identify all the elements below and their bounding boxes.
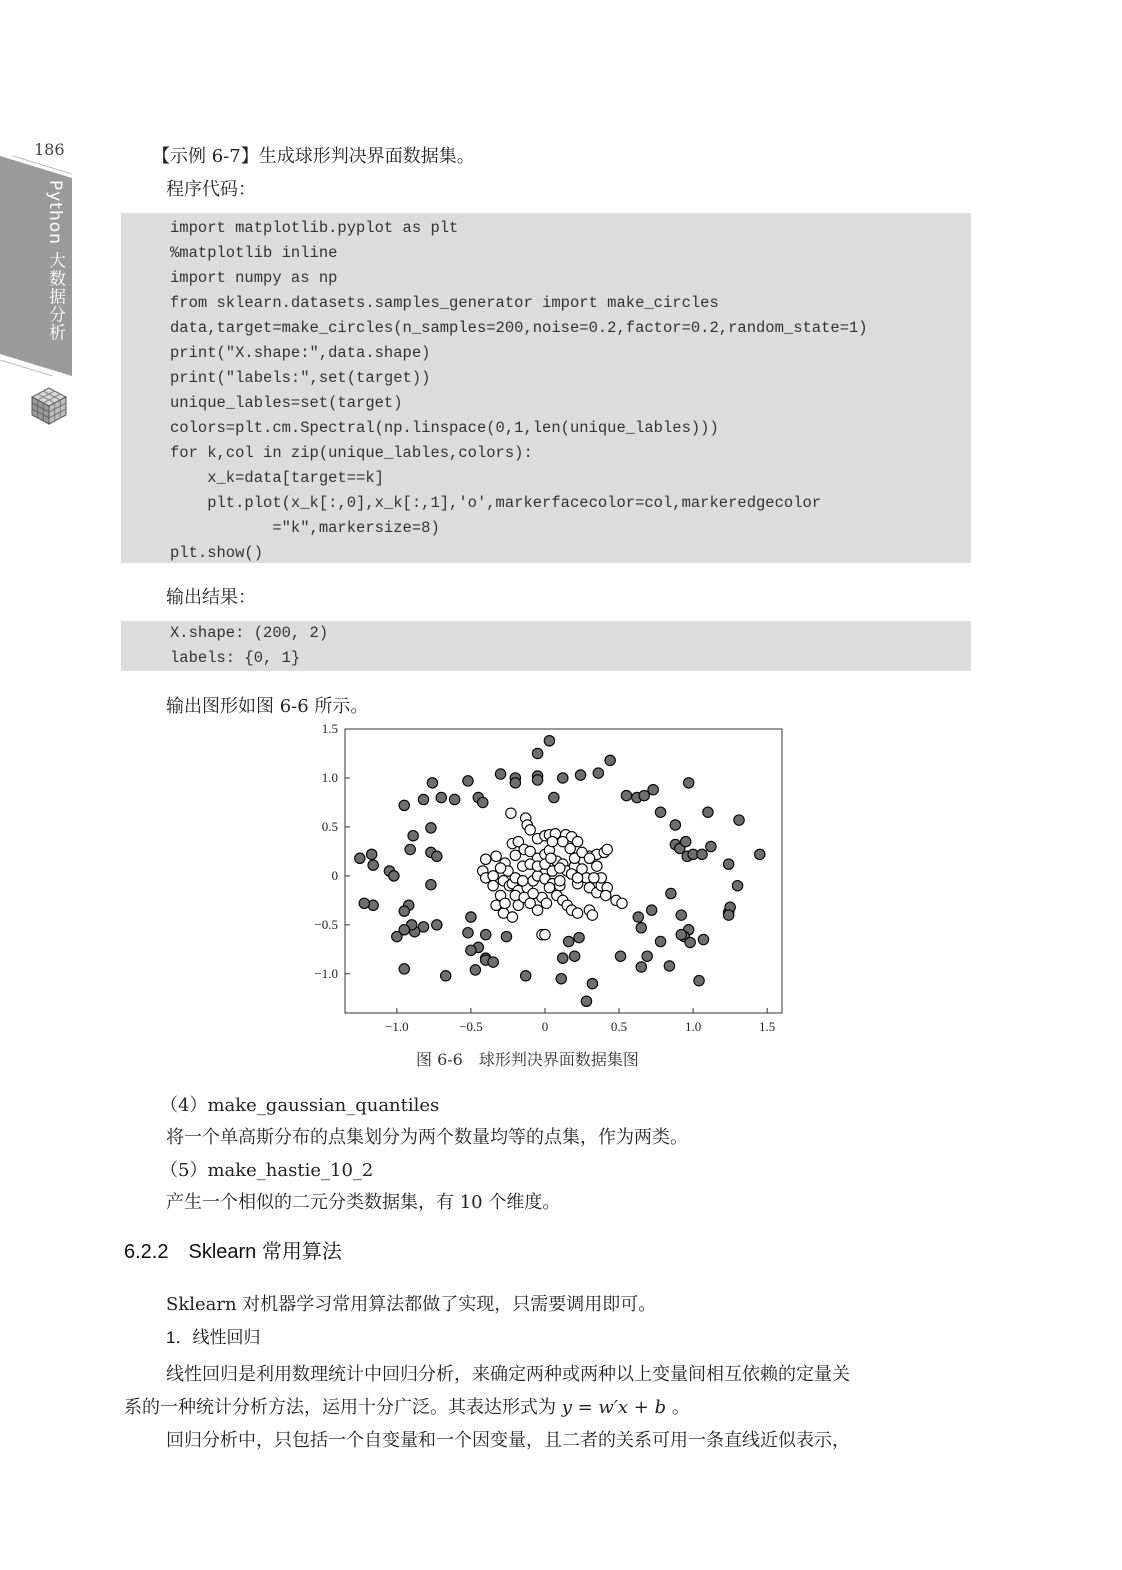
- data-point-inner: [495, 863, 505, 873]
- data-point-inner: [481, 854, 491, 864]
- data-point-outer: [698, 934, 708, 944]
- section-intro: Sklearn 对机器学习常用算法都做了实现，只需要调用即可。: [166, 1294, 657, 1315]
- output-label: 输出结果：: [166, 587, 256, 608]
- data-point-outer: [432, 920, 442, 930]
- data-point-outer: [706, 841, 716, 851]
- data-point-outer: [655, 936, 665, 946]
- x-tick-label: 0: [541, 1019, 549, 1034]
- data-point-outer: [470, 965, 480, 975]
- data-point-outer: [633, 912, 643, 922]
- item4-title: （4）make_gaussian_quantiles: [160, 1095, 440, 1116]
- data-point-outer: [399, 964, 409, 974]
- data-point-inner: [592, 861, 602, 871]
- page-number: 186: [34, 140, 65, 159]
- output-line: labels: {0, 1}: [170, 649, 301, 667]
- code-line: data,target=make_circles(n_samples=200,noise=0.2,factor=0.2,random_state=1): [170, 319, 868, 337]
- data-point-inner: [506, 808, 516, 818]
- data-point-outer: [593, 768, 603, 778]
- data-point-outer: [664, 961, 674, 971]
- code-line: x_k=data[target==k]: [170, 469, 384, 487]
- data-point-outer: [359, 898, 369, 908]
- data-point-outer: [478, 797, 488, 807]
- data-point-outer: [549, 792, 559, 802]
- output-line: X.shape: (200, 2): [170, 624, 329, 642]
- figure-intro: 输出图形如图 6-6 所示。: [166, 696, 369, 717]
- data-point-outer: [408, 831, 418, 841]
- code-line: colors=plt.cm.Spectral(np.linspace(0,1,len(unique_lables))): [170, 419, 719, 437]
- data-point-outer: [355, 853, 365, 863]
- data-point-outer: [703, 807, 713, 817]
- data-point-outer: [418, 794, 428, 804]
- figure-caption: 图 6-6 球形判决界面数据集图: [416, 1050, 639, 1069]
- data-point-outer: [681, 836, 691, 846]
- item5-text: 产生一个相似的二元分类数据集，有 10 个维度。: [166, 1192, 561, 1213]
- data-point-outer: [683, 778, 693, 788]
- data-point-outer: [368, 860, 378, 870]
- code-line: import numpy as np: [170, 269, 338, 287]
- y-tick-label: 1.5: [321, 724, 338, 736]
- data-point-outer: [405, 844, 415, 854]
- data-point-inner: [555, 876, 565, 886]
- data-point-outer: [532, 748, 542, 758]
- data-point-outer: [563, 936, 573, 946]
- data-point-inner: [555, 863, 565, 873]
- data-point-outer: [575, 770, 585, 780]
- code-line: print("labels:",set(target)): [170, 369, 431, 387]
- x-tick-label: 0.5: [610, 1019, 628, 1034]
- item4-text: 将一个单高斯分布的点集划分为两个数量均等的点集，作为两类。: [166, 1127, 688, 1148]
- data-point-outer: [488, 957, 498, 967]
- data-point-inner: [572, 908, 582, 918]
- data-point-outer: [636, 962, 646, 972]
- data-point-outer: [558, 953, 568, 963]
- data-point-outer: [426, 823, 436, 833]
- data-point-outer: [449, 794, 459, 804]
- data-point-outer: [642, 951, 652, 961]
- data-point-outer: [648, 785, 658, 795]
- data-point-outer: [685, 937, 695, 947]
- data-point-outer: [466, 945, 476, 955]
- x-tick-label: −1.0: [385, 1019, 409, 1034]
- data-point-inner: [602, 844, 612, 854]
- data-point-outer: [666, 888, 676, 898]
- output-lines: [121, 621, 971, 671]
- y-tick-label: 1.0: [321, 769, 338, 785]
- paragraph-line-2-end: 。: [671, 1397, 690, 1418]
- data-point-outer: [441, 971, 451, 981]
- data-point-inner: [507, 912, 517, 922]
- code-line: %matplotlib inline: [170, 244, 338, 262]
- side-title: Python 大数据分析: [45, 180, 65, 342]
- data-point-outer: [466, 912, 476, 922]
- code-line: print("X.shape:",data.shape): [170, 344, 431, 362]
- code-line: for k,col in zip(unique_lables,colors):: [170, 444, 533, 462]
- data-point-outer: [694, 975, 704, 985]
- data-point-inner: [589, 873, 599, 883]
- x-tick-label: 1.5: [759, 1019, 776, 1034]
- data-point-outer: [432, 851, 442, 861]
- data-point-outer: [556, 974, 566, 984]
- data-point-inner: [587, 910, 597, 920]
- code-line: unique_lables=set(target): [170, 394, 403, 412]
- data-point-outer: [569, 951, 579, 961]
- data-point-outer: [463, 927, 473, 937]
- data-point-outer: [399, 800, 409, 810]
- regression-formula: y = w′x + b: [561, 1397, 667, 1418]
- data-point-outer: [732, 880, 742, 890]
- data-point-outer: [605, 755, 615, 765]
- data-point-outer: [676, 929, 686, 939]
- data-point-outer: [734, 815, 744, 825]
- code-lines: [121, 213, 971, 566]
- item5-title: （5）make_hastie_10_2: [160, 1160, 374, 1181]
- data-point-inner: [488, 880, 498, 890]
- data-point-outer: [646, 905, 656, 915]
- code-line: plt.show(): [170, 544, 264, 562]
- data-point-outer: [587, 978, 597, 988]
- data-point-inner: [500, 898, 510, 908]
- y-tick-label: 0: [331, 867, 338, 883]
- data-point-outer: [697, 849, 707, 859]
- data-point-outer: [544, 736, 554, 746]
- data-point-outer: [532, 775, 542, 785]
- paragraph-line-2-text: 系的一种统计分析方法，运用十分广泛。其表达形式为: [124, 1397, 556, 1418]
- data-point-outer: [392, 931, 402, 941]
- data-point-outer: [463, 776, 473, 786]
- x-tick-label: −0.5: [459, 1019, 483, 1034]
- code-label: 程序代码：: [166, 179, 256, 200]
- data-point-outer: [389, 871, 399, 881]
- data-point-outer: [615, 951, 625, 961]
- data-point-outer: [366, 849, 376, 859]
- code-line: ="k",markersize=8): [170, 519, 440, 537]
- data-point-outer: [521, 971, 531, 981]
- paragraph-line-2: [124, 1393, 690, 1419]
- data-point-outer: [670, 820, 680, 830]
- output-block: [121, 621, 971, 671]
- code-line: import matplotlib.pyplot as plt: [170, 219, 459, 237]
- data-point-inner: [617, 898, 627, 908]
- data-point-inner: [558, 836, 568, 846]
- data-point-inner: [572, 836, 582, 846]
- data-point-outer: [399, 906, 409, 916]
- code-line: from sklearn.datasets.samples_generator import make_circles: [170, 294, 719, 312]
- data-point-inner: [491, 851, 501, 861]
- data-point-inner: [541, 898, 551, 908]
- y-tick-label: 0.5: [321, 818, 338, 834]
- data-point-outer: [676, 910, 686, 920]
- data-point-outer: [621, 790, 631, 800]
- data-point-outer: [558, 773, 568, 783]
- data-point-inner: [525, 825, 535, 835]
- data-point-outer: [436, 792, 446, 802]
- data-point-inner: [601, 890, 611, 900]
- data-point-inner: [532, 905, 542, 915]
- data-point-outer: [510, 778, 520, 788]
- data-point-outer: [755, 849, 765, 859]
- data-point-outer: [426, 880, 436, 890]
- data-point-inner: [544, 882, 554, 892]
- scatter-chart: [290, 724, 800, 1044]
- data-point-inner: [572, 873, 582, 883]
- data-point-outer: [495, 769, 505, 779]
- data-point-inner: [547, 836, 557, 846]
- subsection-heading: 1．线性回归: [166, 1328, 261, 1347]
- data-point-inner: [518, 876, 528, 886]
- data-point-outer: [581, 996, 591, 1006]
- code-block: [121, 213, 971, 563]
- data-point-outer: [481, 929, 491, 939]
- data-point-inner: [546, 853, 556, 863]
- data-point-inner: [528, 888, 538, 898]
- data-point-inner: [540, 929, 550, 939]
- paragraph-2: 回归分析中，只包括一个自变量和一个因变量，且二者的关系可用一条直线近似表示，: [166, 1430, 850, 1451]
- data-point-outer: [723, 859, 733, 869]
- code-line: plt.plot(x_k[:,0],x_k[:,1],'o',markerfacecolor=col,markeredgecolor: [170, 494, 822, 512]
- data-point-outer: [427, 778, 437, 788]
- cube-logo-icon: [28, 384, 70, 426]
- paragraph-line-1: 线性回归是利用数理统计中回归分析，来确定两种或两种以上变量间相互依赖的定量关: [166, 1364, 850, 1385]
- data-point-outer: [501, 931, 511, 941]
- x-tick-label: 1.0: [684, 1019, 702, 1034]
- example-title: 【示例 6-7】生成球形判决界面数据集。: [152, 146, 475, 167]
- y-tick-label: −1.0: [314, 965, 338, 981]
- data-point-outer: [723, 910, 733, 920]
- section-heading: 6.2.2 Sklearn 常用算法: [124, 1241, 342, 1263]
- data-point-outer: [655, 807, 665, 817]
- data-point-outer: [636, 923, 646, 933]
- data-point-outer: [574, 932, 584, 942]
- y-tick-label: −0.5: [314, 916, 338, 932]
